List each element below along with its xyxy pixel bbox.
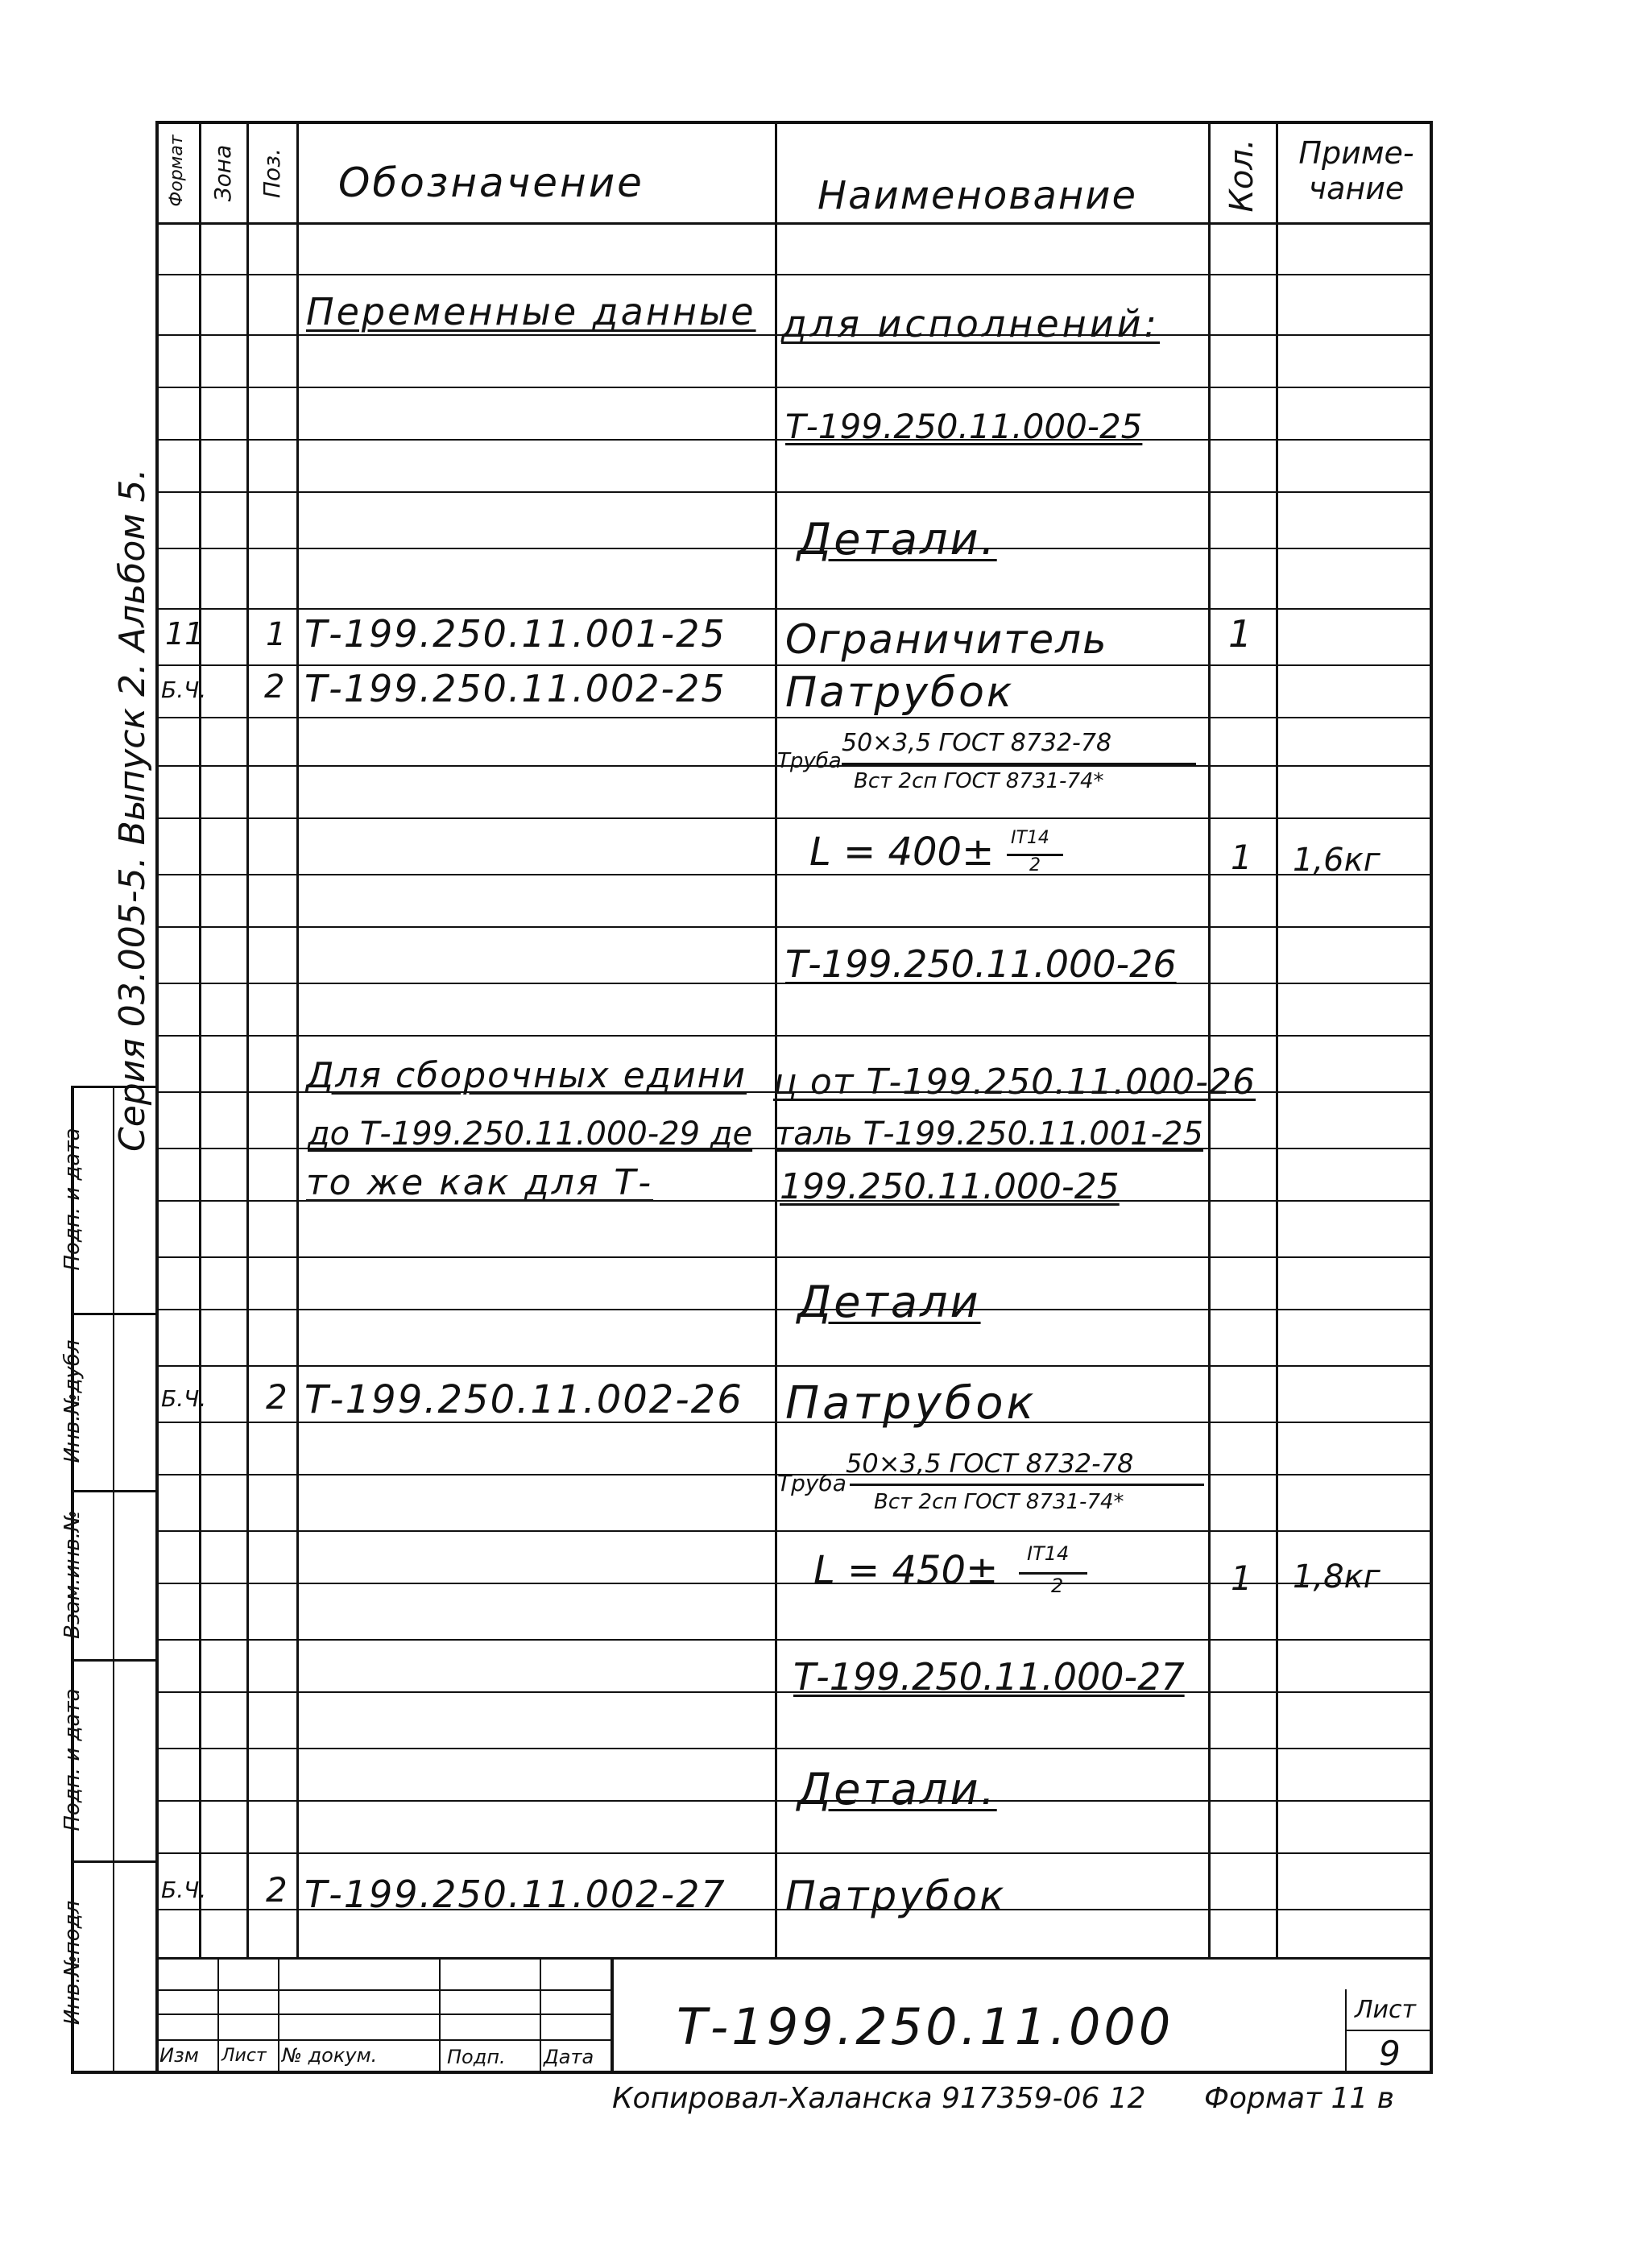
tolerance-num: IT14 <box>1011 828 1049 848</box>
row-name: Патрубок <box>785 1377 1037 1430</box>
row-pos: 2 <box>266 1870 288 1910</box>
tolerance-num: IT14 <box>1027 1542 1070 1565</box>
row-format: 11 <box>165 616 205 652</box>
length-value: L = 450± <box>813 1548 999 1593</box>
format-label: Формат 11 в <box>1204 2082 1394 2115</box>
header-zone: Зона <box>209 144 236 202</box>
row-format: Б.Ч. <box>161 677 207 703</box>
pipe-label: Труба <box>777 749 842 773</box>
assembly-line-3b: 199.250.11.000-25 <box>780 1166 1120 1207</box>
row-pos: 2 <box>266 1377 288 1417</box>
details-heading-3: Детали. <box>797 1764 997 1815</box>
row-qty: 1 <box>1228 612 1252 656</box>
assembly-line-2a: до Т-199.250.11.000-29 де <box>308 1115 753 1153</box>
row-designation: Т-199.250.11.002-25 <box>304 667 726 710</box>
header-pos: Поз. <box>259 148 285 198</box>
pipe-material: Вст 2сп ГОСТ 8731-74* <box>854 769 1104 793</box>
row-designation: Т-199.250.11.002-26 <box>304 1377 743 1422</box>
assembly-line-1b: ц от Т-199.250.11.000-26 <box>773 1062 1256 1103</box>
sheet-label: Лист <box>1355 1996 1417 2024</box>
copied-by: Копировал-Халанска 917359-06 12 <box>612 2082 1146 2115</box>
variable-data-right: для исполнений: <box>781 302 1161 346</box>
details-heading-1: Детали. <box>797 514 997 565</box>
version-27: Т-199.250.11.000-27 <box>793 1655 1185 1699</box>
length-qty: 1 <box>1231 838 1252 877</box>
sheet-number: 9 <box>1379 2034 1401 2073</box>
stamp-repl-inv: Взам.инв.№ <box>60 1510 85 1639</box>
assembly-line-2b: таль Т-199.250.11.001-25 <box>775 1115 1203 1153</box>
stamp-inv-dup: Инв.№дубл <box>60 1339 85 1463</box>
pipe-material: Вст 2сп ГОСТ 8731-74* <box>874 1490 1124 1514</box>
assembly-line-3a: то же как для Т- <box>306 1162 654 1203</box>
header-format: Формат <box>167 135 187 207</box>
label-change: Изм <box>159 2044 199 2067</box>
row-name: Ограничитель <box>785 616 1108 663</box>
row-name: Патрубок <box>785 668 1015 717</box>
stamp-sign-date-2: Подп. и дата <box>60 1128 85 1271</box>
row-pos: 2 <box>264 668 285 706</box>
label-doc-number: № докум. <box>282 2044 378 2067</box>
label-signature: Подп. <box>447 2046 506 2068</box>
details-heading-2: Детали <box>797 1277 981 1327</box>
row-format: Б.Ч. <box>161 1877 207 1903</box>
row-designation: Т-199.250.11.001-25 <box>304 612 726 656</box>
row-designation: Т-199.250.11.002-27 <box>304 1873 726 1916</box>
version-25: Т-199.250.11.000-25 <box>785 407 1143 446</box>
header-name: Наименование <box>818 173 1138 218</box>
header-note: Приме- чание <box>1298 135 1414 206</box>
pipe-size: 50×3,5 ГОСТ 8732-78 <box>846 1448 1134 1479</box>
length-qty: 1 <box>1231 1558 1252 1598</box>
series-label: Серия 03.005-5. Выпуск 2. Альбом 5. <box>112 468 153 1152</box>
row-name: Патрубок <box>785 1873 1007 1919</box>
label-sheet: Лист <box>221 2046 267 2066</box>
tolerance-den: 2 <box>1051 1575 1064 1597</box>
stamp-inv-orig: Инв.№подл <box>60 1900 85 2026</box>
document-number: Т-199.250.11.000 <box>677 1997 1174 2056</box>
stamp-sign-date-1: Подп. и дата <box>60 1688 85 1831</box>
length-note: 1,8кг <box>1293 1558 1380 1595</box>
row-pos: 1 <box>266 616 287 653</box>
length-note: 1,6кг <box>1293 842 1380 879</box>
header-qty: Кол. <box>1223 139 1260 213</box>
tolerance-den: 2 <box>1029 855 1041 875</box>
length-value: L = 400± <box>809 830 995 875</box>
row-format: Б.Ч. <box>161 1385 207 1412</box>
pipe-label: Труба <box>777 1470 846 1496</box>
header-designation: Обозначение <box>338 159 644 206</box>
label-date: Дата <box>544 2046 594 2068</box>
variable-data-left: Переменные данные <box>306 290 756 333</box>
version-26: Т-199.250.11.000-26 <box>785 942 1177 986</box>
pipe-size: 50×3,5 ГОСТ 8732-78 <box>842 729 1112 757</box>
assembly-line-1a: Для сборочных едини <box>306 1055 747 1096</box>
